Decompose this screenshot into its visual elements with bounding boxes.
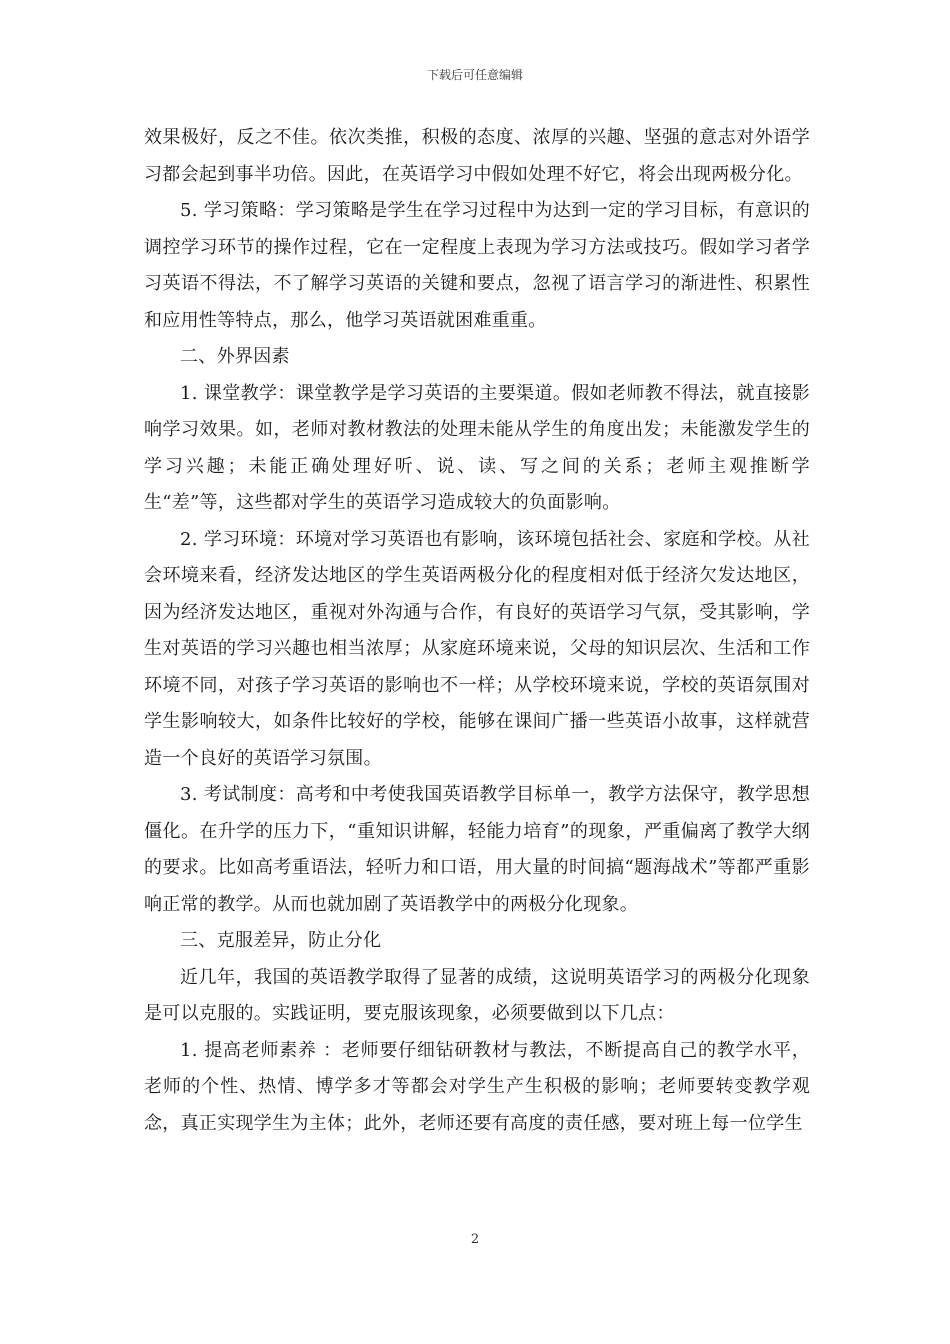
paragraph-3: 1. 课堂教学：课堂教学是学习英语的主要渠道。假如老师教不得法，就直接影响学习效果。如，老师对教材教法的处理未能从学生的角度出发；未能激发学生的学习兴趣；未能正确处理好听、说、读、写之间的关系；老师主观推断学生“差”等，这些都对学生的英语学习造成较大的负面影响。 (144, 382, 810, 513)
paragraph-2: 5. 学习策略：学习策略是学生在学习过程中为达到一定的学习目标，有意识的调控学习环节的操作过程，它在一定程度上表现为学习方法或技巧。假如学习者学习英语不得法，不了解学习英语的关键和要点，忽视了语言学习的渐进性、积累性和应用性等特点，那么，他学习英语就困难重重。 (144, 200, 810, 331)
paragraph-5: 3. 考试制度：高考和中考使我国英语教学目标单一，教学方法保守，教学思想僵化。在升学的压力下，“重知识讲解，轻能力培育”的现象，严重偏离了教学大纲的要求。比如高考重语法，轻听力和口语，用大量的时间搞“题海战术”等都严重影响正常的教学。从而也就加剧了英语教学中的两极分化现象。 (144, 784, 810, 915)
section-heading-2: 二、外界因素 (180, 346, 290, 367)
paragraph-1: 效果极好，反之不佳。依次类推，积极的态度、浓厚的兴趣、坚强的意志对外语学习都会起到事半功倍。因此，在英语学习中假如处理不好它，将会出现两极分化。 (144, 127, 810, 185)
paragraph-7: 1. 提高老师素养 ：老师要仔细钻研教材与教法，不断提高自己的教学水平，老师的个性、热情、博学多才等都会对学生产生积极的影响；老师要转变教学观念，真正实现学生为主体；此外，老师还要有高度的责任感，要对班上每一位学生 (144, 1039, 810, 1134)
paragraph-4: 2. 学习环境：环境对学习英语也有影响，该环境包括社会、家庭和学校。从社会环境来看，经济发达地区的学生英语两极分化的程度相对低于经济欠发达地区，因为经济发达地区，重视对外沟通与合作，有良好的英语学习气氛，受其影响，学生对英语的学习兴趣也相当浓厚；从家庭环境来说，父母的知识层次、生活和工作环境不同，对孩子学习英语的影响也不一样；从学校环境来说，学校的英语氛围对学生影响较大，如条件比较好的学校，能够在课间广播一些英语小故事，这样就营造一个良好的英语学习氛围。 (144, 528, 810, 769)
page-number: 2 (470, 1232, 480, 1247)
paragraph-6: 近几年，我国的英语教学取得了显著的成绩，这说明英语学习的两极分化现象是可以克服的。实践证明，要克服该现象，必须要做到以下几点： (144, 966, 810, 1024)
page-header: 下载后可任意编辑 (426, 68, 523, 82)
section-heading-3: 三、克服差异，防止分化 (180, 930, 382, 951)
document-body (144, 120, 810, 1142)
